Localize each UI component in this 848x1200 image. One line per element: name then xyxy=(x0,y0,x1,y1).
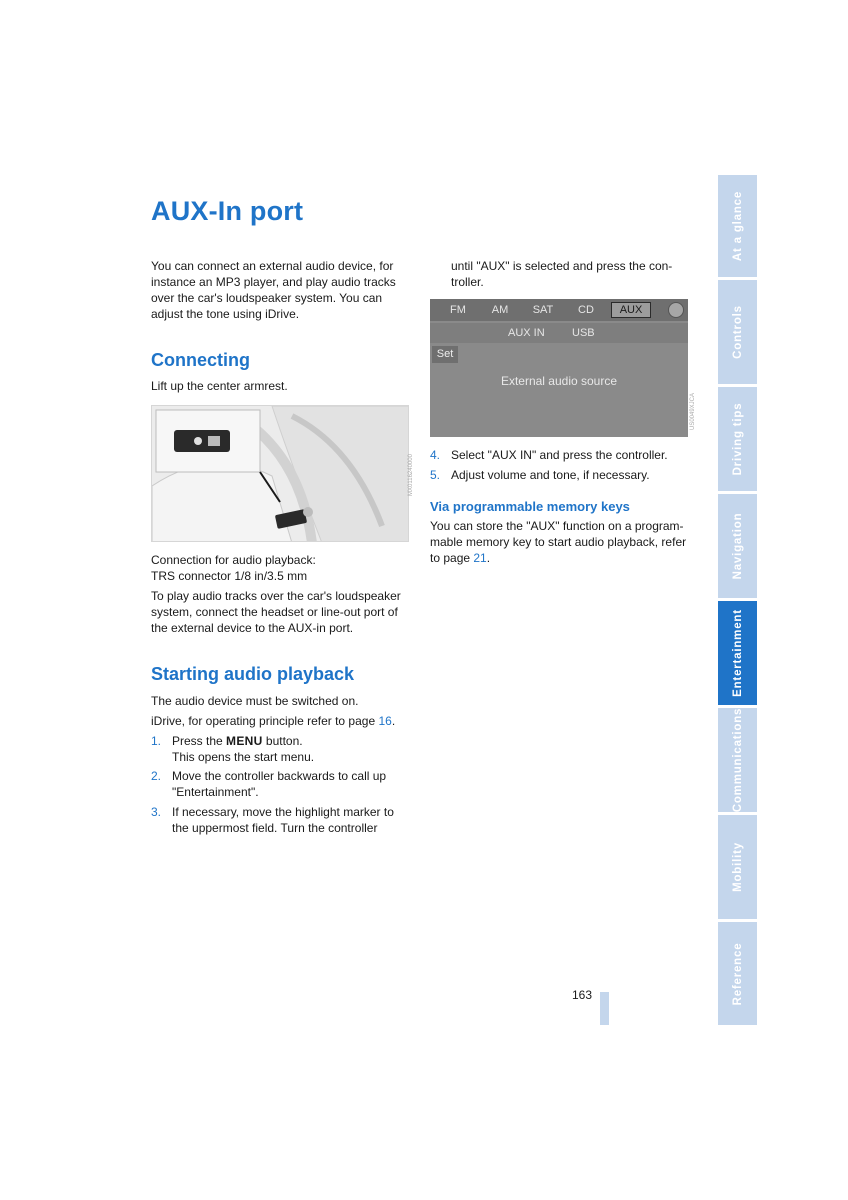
photo-code: MX0116240000 xyxy=(408,454,414,496)
sub-menu-bar xyxy=(430,323,688,343)
connecting-heading: Connecting xyxy=(151,350,250,370)
side-tab-controls[interactable] xyxy=(718,280,757,384)
connecting-body xyxy=(151,588,413,636)
memory-line xyxy=(430,550,700,566)
external-audio-message: External audio source xyxy=(500,374,618,388)
p2-text: iDrive, for operating principle refer to page xyxy=(151,714,379,728)
intro-line: adjust the tone using iDrive. xyxy=(151,307,300,321)
set-button[interactable]: Set xyxy=(432,346,458,363)
step-number: 2. xyxy=(151,769,162,783)
side-tab-reference[interactable] xyxy=(718,922,757,1025)
tab-fm[interactable]: FM xyxy=(450,304,466,316)
side-tab-label: At a glance xyxy=(731,190,744,262)
starting-heading: Starting audio playback xyxy=(151,664,355,684)
tab-am[interactable]: AM xyxy=(491,304,509,316)
side-tab-label: Driving tips xyxy=(731,402,744,476)
source-tab-bar xyxy=(430,299,688,321)
aux-in-item[interactable]: AUX IN xyxy=(508,327,545,339)
step-number: 3. xyxy=(151,805,162,819)
page-marker-bar xyxy=(600,992,609,1025)
starting-p1: The audio device must be switched on. xyxy=(151,694,359,708)
side-tab-label: Controls xyxy=(731,305,744,359)
intro-line: instance an MP3 player, and play audio tracks xyxy=(151,275,396,289)
photo-caption xyxy=(151,552,413,584)
step-line: the uppermost field. Turn the controller xyxy=(172,821,378,835)
memory-suffix: . xyxy=(486,551,491,565)
memory-keys-text xyxy=(430,518,700,566)
step-line: "Entertainment". xyxy=(172,785,259,799)
memory-prefix: to page xyxy=(430,551,474,565)
step-pre: Press the xyxy=(172,734,227,748)
starting-p2 xyxy=(151,713,413,729)
page-number: 163 xyxy=(572,988,593,1002)
intro-paragraph xyxy=(151,258,413,322)
memory-line: mable memory key to start audio playback, refer xyxy=(430,535,687,549)
menu-button-label: MENU xyxy=(226,734,263,748)
armrest-photo xyxy=(151,405,409,542)
step-number: 1. xyxy=(151,734,162,748)
tab-cd[interactable]: CD xyxy=(578,304,594,316)
connecting-text: Lift up the center armrest. xyxy=(151,379,288,393)
step-text: Select "AUX IN" and press the controller. xyxy=(451,448,668,462)
side-tab-label: Communications xyxy=(731,707,744,813)
side-tab-communications[interactable] xyxy=(718,708,757,812)
side-tab-label: Reference xyxy=(731,942,744,1005)
tab-sat[interactable]: SAT xyxy=(532,304,554,316)
tab-aux[interactable]: AUX xyxy=(611,302,651,318)
step-line: Move the controller backwards to call up xyxy=(172,769,387,783)
step-number: 4. xyxy=(430,448,441,462)
page-title: AUX-In port xyxy=(151,196,304,226)
armrest-illustration xyxy=(152,406,409,542)
side-tab-driving-tips[interactable] xyxy=(718,387,757,491)
step-text xyxy=(172,768,417,800)
controller-knob-icon xyxy=(668,302,684,318)
cont-line: troller. xyxy=(451,275,484,289)
side-tab-navigation[interactable] xyxy=(718,494,757,598)
step-3 xyxy=(151,804,416,836)
page-link-16[interactable]: 16 xyxy=(378,714,392,728)
intro-line: over the car's loudspeaker system. You can xyxy=(151,291,383,305)
caption-line: Connection for audio playback: xyxy=(151,553,316,567)
step-4 xyxy=(430,447,695,463)
step-text xyxy=(172,733,417,765)
continued-text xyxy=(451,258,701,290)
p2-suffix: . xyxy=(391,714,396,728)
side-tab-mobility[interactable] xyxy=(718,815,757,919)
side-tab-label: Navigation xyxy=(731,512,744,580)
step-2 xyxy=(151,768,416,800)
side-tab-label: Entertainment xyxy=(731,609,744,697)
step-1 xyxy=(151,733,416,765)
cont-line: until "AUX" is selected and press the con- xyxy=(451,259,673,273)
idrive-screen xyxy=(430,299,688,437)
side-tab-entertainment[interactable] xyxy=(718,601,757,705)
intro-line: You can connect an external audio device, for xyxy=(151,259,394,273)
memory-line: You can store the "AUX" function on a program- xyxy=(430,519,684,533)
page-link-21[interactable]: 21 xyxy=(473,551,487,565)
step-line: This opens the start menu. xyxy=(172,750,315,764)
screen-code: US0049XJCA xyxy=(690,392,696,430)
side-tab-label: Mobility xyxy=(731,842,744,892)
caption-line: TRS connector 1/8 in/3.5 mm xyxy=(151,569,308,583)
memory-keys-heading: Via programmable memory keys xyxy=(430,499,630,514)
step-text: Adjust volume and tone, if necessary. xyxy=(451,468,650,482)
step-text xyxy=(172,804,417,836)
step-5 xyxy=(430,467,695,483)
body-line: the external device to the AUX-in port. xyxy=(151,621,354,635)
body-line: To play audio tracks over the car's loudspeaker xyxy=(151,589,401,603)
body-line: system, connect the headset or line-out port of xyxy=(151,605,398,619)
step-post: button. xyxy=(262,734,303,748)
usb-item[interactable]: USB xyxy=(572,327,595,339)
side-tab-at-a-glance[interactable] xyxy=(718,175,757,277)
step-line: If necessary, move the highlight marker to xyxy=(172,805,394,819)
step-number: 5. xyxy=(430,468,441,482)
